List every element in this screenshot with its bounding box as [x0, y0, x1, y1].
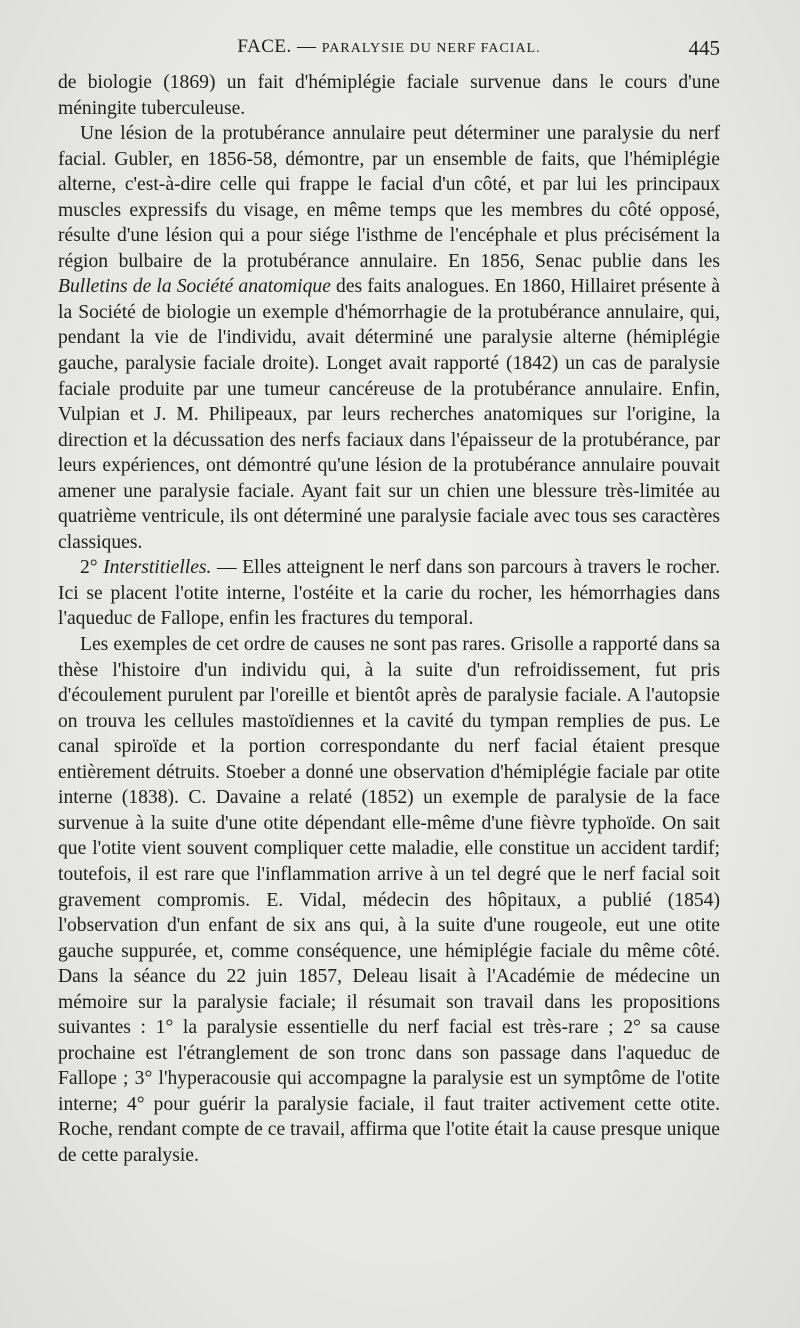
paragraph-3-heading: Interstitielles.	[103, 557, 212, 579]
paragraph-1-text: de biologie (1869) un fait d'hémiplégie faciale survenue dans le cours d'une méningite tuberculeuse.	[58, 72, 720, 119]
paragraph-4-text: Les exemples de cet ordre de causes ne sont pas rares. Grisolle a rapporté dans sa thèse l'histoire d'un individu qui, à la suite d'un refroidissement, fut pris d'écoulement purulent par l'oreille et bientôt après de paralysie faciale. A l'autopsie on trouva les cellules mastoïdiennes et la cavité du tympan remplies de pus. Le canal spiroïde et la portion correspondante du nerf facial étaient presque entièrement détruits. Stoeber a donné une observation d'hémiplégie faciale par otite interne (1838). C. Davaine a relaté (1852) un exemple de paralysie de la face survenue à la suite d'une otite dépendant elle-même d'une fièvre typhoïde. On sait que l'otite vient souvent compliquer cette maladie, elle constitue un accident tardif; toutefois, il est rare que l'inflammation arrive à un tel degré que le nerf facial soit gravement compromis. E. Vidal, médecin des hôpitaux, a publié (1854) l'observation d'un enfant de six ans qui, à la suite d'une rougeole, eut une otite gauche suppurée, et, comme conséquence, une hémiplégie faciale du même côté. Dans la séance du 22 juin 1857, Deleau lisait à l'Académie de médecine un mémoire sur la paralysie faciale; il résumait son travail dans les propositions suivantes : 1° la paralysie essentielle du nerf facial est très-rare ; 2° sa cause prochaine est l'étranglement de son tronc dans son passage dans l'aqueduc de Fallope ; 3° l'hyperacousie qui accompagne la paralysie est un symptôme de l'otite interne; 4° pour guérir la paralysie faciale, il faut traiter activement cette otite. Roche, rendant compte de ce travail, affirma que l'otite était la cause presque unique de cette paralysie.	[58, 634, 720, 1166]
paragraph-3-text: — Elles atteignent le nerf dans son parcours à travers le rocher. Ici se placent l'otite interne, l'ostéite et la carie du rocher, les hémorrhagies dans l'aqueduc de Fallope, enfin les fractures du temporal.	[58, 557, 720, 630]
paragraph-4	[58, 632, 720, 1168]
body-text	[58, 70, 720, 1169]
paragraph-3-number: 2°	[80, 557, 104, 579]
paragraph-2-text-b: des faits analogues. En 1860, Hillairet présente à la Société de biologie un exemple d'hémorrhagie de la protubérance annulaire, qui, pendant la vie de l'individu, avait déterminé une paralysie alterne (hémiplégie gauche, paralysie faciale droite). Longet avait rapporté (1842) un cas de paralysie faciale produite par une tumeur cancéreuse de la protubérance annulaire. Enfin, Vulpian et J. M. Philipeaux, par leurs recherches anatomiques sur l'origine, la direction et la décussation des nerfs faciaux dans l'épaisseur de la protubérance, par leurs expériences, ont démontré qu'une lésion de la protubérance annulaire pouvait amener une paralysie faciale. Ayant fait sur un chien une blessure très-limitée au quatrième ventricule, ils ont déterminé une paralysie faciale avec tous ses caractères classiques.	[58, 276, 720, 553]
paragraph-2	[58, 121, 720, 555]
running-head-small: PARALYSIE DU NERF FACIAL.	[321, 41, 541, 56]
page-number: 445	[688, 36, 720, 60]
page-header	[58, 36, 720, 62]
running-head	[58, 36, 720, 58]
running-head-main: FACE. —	[237, 36, 322, 57]
paragraph-2-journal-title: Bulletins de la Société anatomique	[58, 276, 331, 298]
paragraph-3	[58, 555, 720, 632]
paragraph-1	[58, 70, 720, 121]
paragraph-2-text-a: Une lésion de la protubérance annulaire peut déterminer une paralysie du nerf facial. Gubler, en 1856-58, démontre, par un ensemble de faits, que l'hémiplégie alterne, c'est-à-dire celle qui frappe le facial d'un côté, et par lui les principaux muscles expressifs du visage, en même temps que les membres du côté opposé, résulte d'une lésion qui a pour siége l'isthme de l'encéphale et plus précisément la région bulbaire de la protubérance annulaire. En 1856, Senac publie dans les	[58, 123, 720, 272]
